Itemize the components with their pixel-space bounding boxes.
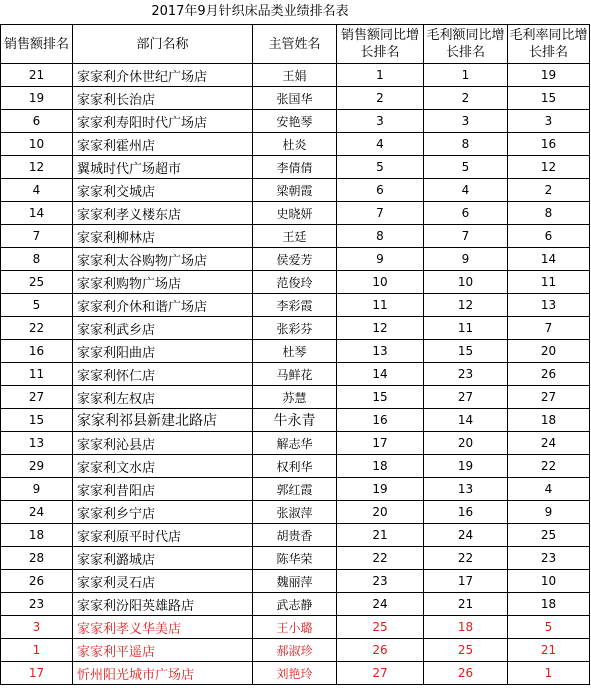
table-row [1,662,590,685]
cell-gp-growth-rank: 26 [424,662,508,685]
cell-gm-rate-growth-rank: 27 [508,386,590,409]
cell-sales-rank: 1 [1,639,73,662]
table-row [1,202,590,225]
cell-manager: 侯爱芳 [253,248,337,271]
cell-gp-growth-rank: 24 [424,524,508,547]
cell-gp-growth-rank: 7 [424,225,508,248]
cell-sales-rank: 18 [1,524,73,547]
cell-manager: 王娟 [253,64,337,87]
cell-sales-rank: 7 [1,225,73,248]
cell-sales-rank: 11 [1,363,73,386]
header-dept: 部门名称 [73,25,253,64]
cell-manager: 梁朝霞 [253,179,337,202]
cell-gp-growth-rank: 15 [424,340,508,363]
cell-sales-rank: 5 [1,294,73,317]
header-row [1,25,590,64]
cell-manager: 解志华 [253,432,337,455]
cell-sales-rank: 28 [1,547,73,570]
table-body [1,64,590,685]
cell-sales-growth-rank: 14 [337,363,424,386]
cell-sales-rank: 19 [1,87,73,110]
cell-sales-rank: 17 [1,662,73,685]
cell-sales-rank: 8 [1,248,73,271]
cell-gm-rate-growth-rank: 12 [508,156,590,179]
cell-gp-growth-rank: 21 [424,593,508,616]
cell-dept: 翼城时代广场超市 [73,156,253,179]
cell-dept: 家家利交城店 [73,179,253,202]
cell-manager: 牛永青 [253,409,337,432]
cell-gm-rate-growth-rank: 4 [508,478,590,501]
cell-sales-growth-rank: 25 [337,616,424,639]
cell-gp-growth-rank: 9 [424,248,508,271]
cell-gm-rate-growth-rank: 16 [508,133,590,156]
cell-sales-growth-rank: 11 [337,294,424,317]
cell-sales-rank: 6 [1,110,73,133]
cell-sales-growth-rank: 23 [337,570,424,593]
cell-manager: 张国华 [253,87,337,110]
cell-sales-growth-rank: 24 [337,593,424,616]
cell-manager: 权利华 [253,455,337,478]
cell-sales-growth-rank: 7 [337,202,424,225]
cell-dept: 家家利汾阳英雄路店 [73,593,253,616]
cell-dept: 家家利沁县店 [73,432,253,455]
cell-gm-rate-growth-rank: 24 [508,432,590,455]
cell-sales-rank: 14 [1,202,73,225]
cell-manager: 范俊玲 [253,271,337,294]
cell-gp-growth-rank: 18 [424,616,508,639]
cell-gm-rate-growth-rank: 1 [508,662,590,685]
cell-dept: 家家利阳曲店 [73,340,253,363]
cell-gm-rate-growth-rank: 8 [508,202,590,225]
cell-sales-growth-rank: 18 [337,455,424,478]
cell-dept: 家家利潞城店 [73,547,253,570]
table-row [1,248,590,271]
cell-sales-rank: 12 [1,156,73,179]
cell-gm-rate-growth-rank: 18 [508,409,590,432]
cell-sales-growth-rank: 3 [337,110,424,133]
table-row [1,616,590,639]
table-row [1,547,590,570]
cell-gm-rate-growth-rank: 5 [508,616,590,639]
cell-sales-growth-rank: 26 [337,639,424,662]
cell-manager: 张彩芬 [253,317,337,340]
cell-gm-rate-growth-rank: 13 [508,294,590,317]
cell-dept: 家家利长治店 [73,87,253,110]
cell-gm-rate-growth-rank: 25 [508,524,590,547]
cell-manager: 苏慧 [253,386,337,409]
cell-gp-growth-rank: 23 [424,363,508,386]
cell-sales-growth-rank: 13 [337,340,424,363]
cell-sales-rank: 26 [1,570,73,593]
cell-gp-growth-rank: 14 [424,409,508,432]
cell-gp-growth-rank: 1 [424,64,508,87]
cell-manager: 张淑萍 [253,501,337,524]
cell-dept: 家家利左权店 [73,386,253,409]
table-row [1,179,590,202]
cell-gm-rate-growth-rank: 6 [508,225,590,248]
cell-sales-growth-rank: 2 [337,87,424,110]
table-row [1,225,590,248]
cell-sales-growth-rank: 21 [337,524,424,547]
ranking-table [0,24,590,685]
cell-sales-rank: 16 [1,340,73,363]
cell-manager: 安艳琴 [253,110,337,133]
cell-dept: 家家利文水店 [73,455,253,478]
cell-manager: 刘艳玲 [253,662,337,685]
cell-manager: 郝淑珍 [253,639,337,662]
table-row [1,294,590,317]
cell-sales-rank: 23 [1,593,73,616]
cell-gm-rate-growth-rank: 14 [508,248,590,271]
cell-sales-growth-rank: 12 [337,317,424,340]
table-row [1,317,590,340]
cell-sales-growth-rank: 5 [337,156,424,179]
cell-dept: 家家利灵石店 [73,570,253,593]
header-gp-growth-rank: 毛利额同比增长排名 [424,25,508,64]
table-row [1,639,590,662]
cell-gp-growth-rank: 6 [424,202,508,225]
table-row [1,271,590,294]
cell-manager: 史晓妍 [253,202,337,225]
cell-gm-rate-growth-rank: 15 [508,87,590,110]
cell-sales-rank: 4 [1,179,73,202]
header-manager: 主管姓名 [253,25,337,64]
cell-sales-growth-rank: 10 [337,271,424,294]
cell-dept: 家家利孝义华美店 [73,616,253,639]
cell-gp-growth-rank: 22 [424,547,508,570]
cell-manager: 郭红霞 [253,478,337,501]
cell-sales-growth-rank: 19 [337,478,424,501]
cell-gp-growth-rank: 13 [424,478,508,501]
cell-dept: 家家利平遥店 [73,639,253,662]
table-row [1,156,590,179]
cell-dept: 家家利太谷购物广场店 [73,248,253,271]
table-row [1,570,590,593]
table-row [1,340,590,363]
cell-sales-growth-rank: 8 [337,225,424,248]
cell-sales-rank: 25 [1,271,73,294]
table-row [1,524,590,547]
cell-manager: 李倩倩 [253,156,337,179]
cell-sales-rank: 15 [1,409,73,432]
cell-gp-growth-rank: 16 [424,501,508,524]
cell-sales-growth-rank: 22 [337,547,424,570]
cell-sales-growth-rank: 1 [337,64,424,87]
cell-sales-rank: 3 [1,616,73,639]
cell-sales-rank: 29 [1,455,73,478]
cell-gp-growth-rank: 8 [424,133,508,156]
cell-dept: 忻州阳光城市广场店 [73,662,253,685]
cell-gp-growth-rank: 17 [424,570,508,593]
cell-dept: 家家利柳林店 [73,225,253,248]
cell-manager: 杜炎 [253,133,337,156]
table-row [1,386,590,409]
cell-gp-growth-rank: 27 [424,386,508,409]
cell-manager: 王廷 [253,225,337,248]
cell-gm-rate-growth-rank: 23 [508,547,590,570]
cell-manager: 陈华荣 [253,547,337,570]
cell-gm-rate-growth-rank: 3 [508,110,590,133]
cell-dept: 家家利介休世纪广场店 [73,64,253,87]
cell-gp-growth-rank: 2 [424,87,508,110]
cell-manager: 武志静 [253,593,337,616]
table-row [1,133,590,156]
cell-sales-growth-rank: 15 [337,386,424,409]
cell-dept: 家家利昔阳店 [73,478,253,501]
table-row [1,593,590,616]
cell-manager: 胡贵香 [253,524,337,547]
header-gm-rate-growth-rank: 毛利率同比增长排名 [508,25,590,64]
report-title: 2017年9月针织床品类业绩排名表 [151,4,349,19]
table-row [1,432,590,455]
cell-manager: 杜琴 [253,340,337,363]
cell-dept: 家家利孝义楼东店 [73,202,253,225]
cell-sales-growth-rank: 20 [337,501,424,524]
table-row [1,110,590,133]
cell-dept: 家家利祁县新建北路店 [73,409,253,432]
cell-gm-rate-growth-rank: 20 [508,340,590,363]
cell-gm-rate-growth-rank: 11 [508,271,590,294]
cell-manager: 魏丽萍 [253,570,337,593]
cell-gp-growth-rank: 3 [424,110,508,133]
cell-sales-rank: 13 [1,432,73,455]
cell-dept: 家家利购物广场店 [73,271,253,294]
cell-sales-rank: 27 [1,386,73,409]
cell-sales-growth-rank: 6 [337,179,424,202]
cell-dept: 家家利怀仁店 [73,363,253,386]
header-sales-growth-rank: 销售额同比增长排名 [337,25,424,64]
cell-sales-rank: 21 [1,64,73,87]
header-sales-rank: 销售额排名 [1,25,73,64]
cell-gm-rate-growth-rank: 18 [508,593,590,616]
cell-sales-rank: 22 [1,317,73,340]
cell-dept: 家家利霍州店 [73,133,253,156]
cell-gp-growth-rank: 11 [424,317,508,340]
cell-sales-rank: 9 [1,478,73,501]
cell-gm-rate-growth-rank: 2 [508,179,590,202]
cell-gm-rate-growth-rank: 10 [508,570,590,593]
cell-manager: 李彩霞 [253,294,337,317]
table-row [1,409,590,432]
cell-sales-growth-rank: 9 [337,248,424,271]
table-row [1,363,590,386]
cell-gp-growth-rank: 10 [424,271,508,294]
cell-gm-rate-growth-rank: 21 [508,639,590,662]
cell-dept: 家家利原平时代店 [73,524,253,547]
cell-manager: 王小璐 [253,616,337,639]
cell-gm-rate-growth-rank: 7 [508,317,590,340]
cell-gp-growth-rank: 25 [424,639,508,662]
cell-sales-rank: 10 [1,133,73,156]
cell-gp-growth-rank: 4 [424,179,508,202]
table-row [1,501,590,524]
table-row [1,478,590,501]
cell-gm-rate-growth-rank: 19 [508,64,590,87]
cell-dept: 家家利乡宁店 [73,501,253,524]
table-row [1,64,590,87]
cell-gp-growth-rank: 5 [424,156,508,179]
cell-gp-growth-rank: 20 [424,432,508,455]
cell-sales-growth-rank: 27 [337,662,424,685]
cell-sales-growth-rank: 17 [337,432,424,455]
cell-dept: 家家利武乡店 [73,317,253,340]
cell-sales-growth-rank: 16 [337,409,424,432]
cell-dept: 家家利寿阳时代广场店 [73,110,253,133]
cell-gm-rate-growth-rank: 26 [508,363,590,386]
cell-sales-growth-rank: 4 [337,133,424,156]
cell-gp-growth-rank: 19 [424,455,508,478]
cell-gm-rate-growth-rank: 9 [508,501,590,524]
cell-gp-growth-rank: 12 [424,294,508,317]
table-row [1,87,590,110]
table-row [1,455,590,478]
cell-dept: 家家利介休和谐广场店 [73,294,253,317]
cell-manager: 马鲜花 [253,363,337,386]
cell-gm-rate-growth-rank: 22 [508,455,590,478]
cell-sales-rank: 24 [1,501,73,524]
